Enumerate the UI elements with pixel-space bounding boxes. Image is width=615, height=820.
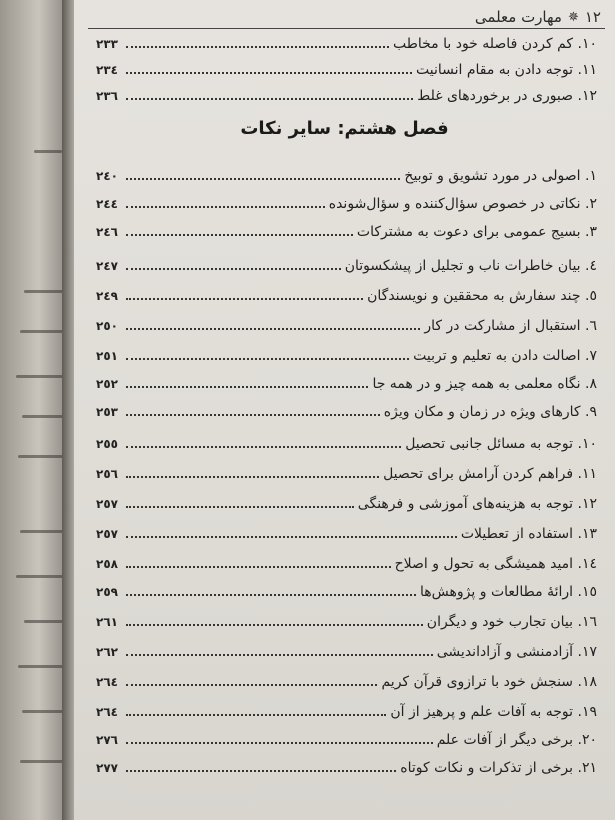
book-title: مهارت معلمی (474, 8, 562, 26)
toc-page (74, 0, 615, 820)
toc-entry: ٤. بیان خاطرات ناب و تجلیل از پیشکسوتان ٢٤٧ (96, 258, 597, 274)
toc-entry: ١١. فراهم کردن آرامش برای تحصیل ٢٥٦ (96, 466, 597, 482)
toc-entry: ١٢. توجه به هزینه‌های آموزشی و فرهنگی ٢٥٧ (96, 496, 597, 512)
toc-entry: ٦. استقبال از مشارکت در کار ٢٥٠ (96, 318, 597, 334)
facing-page (0, 0, 70, 820)
toc-entry: ٩. کارهای ویژه در زمان و مکان ویژه ٢٥٣ (96, 404, 597, 420)
toc-entry: ١٨. سنجش خود با ترازوی قرآن کریم ٢٦٤ (96, 674, 597, 690)
toc-entry: ٣. بسیج عمومی برای دعوت به مشترکات ٢٤٦ (96, 224, 597, 240)
ornament-icon: ✵ (567, 9, 579, 25)
toc-entry: ٧. اصالت دادن به تعلیم و تربیت ٢٥١ (96, 348, 597, 364)
toc-entry: ١. اصولی در مورد تشویق و توبیخ ٢٤٠ (96, 168, 597, 184)
running-head (94, 6, 601, 28)
toc-entry: ١١. توجه دادن به مقام انسانیت ٢٣٤ (96, 62, 597, 78)
toc-entry: ١٢. صبوری در برخوردهای غلط ٢٣٦ (96, 88, 597, 104)
toc-entry: ٥. چند سفارش به محققین و نویسندگان ٢٤٩ (96, 288, 597, 304)
toc-entry: ٢١. برخی از تذکرات و نکات کوتاه ٢٧٧ (96, 760, 597, 776)
toc-entry: ١٣. استفاده از تعطیلات ٢٥٧ (96, 526, 597, 542)
chapter-title: فصل هشتم: سایر نکات (240, 118, 449, 139)
header-rule (88, 28, 605, 29)
toc-entry: ١٤. امید همیشگی به تحول و اصلاح ٢٥٨ (96, 556, 597, 572)
toc-entry: ١٥. ارائهٔ مطالعات و پژوهش‌ها ٢٥٩ (96, 584, 597, 600)
toc-entry: ١٩. توجه به آفات علم و پرهیز از آن ٢٦٤ (96, 704, 597, 720)
toc-entry: ٢. نکاتی در خصوص سؤال‌کننده و سؤال‌شونده ٢٤٤ (96, 196, 597, 212)
toc-entry: ١٧. آزادمنشی و آزاداندیشی ٢٦٢ (96, 644, 597, 660)
toc-entry: ١٠. توجه به مسائل جانبی تحصیل ٢٥٥ (96, 436, 597, 452)
toc-entry: ٢٠. برخی دیگر از آفات علم ٢٧٦ (96, 732, 597, 748)
page-number: ١٢ (584, 8, 601, 26)
toc-entry: ٨. نگاه معلمی به همه چیز و در همه جا ٢٥٢ (96, 376, 597, 392)
toc-entry: ١٦. بیان تجارب خود و دیگران ٢٦١ (96, 614, 597, 630)
toc-entry: ١٠. کم کردن فاصله خود با مخاطب ٢٣٣ (96, 36, 597, 52)
